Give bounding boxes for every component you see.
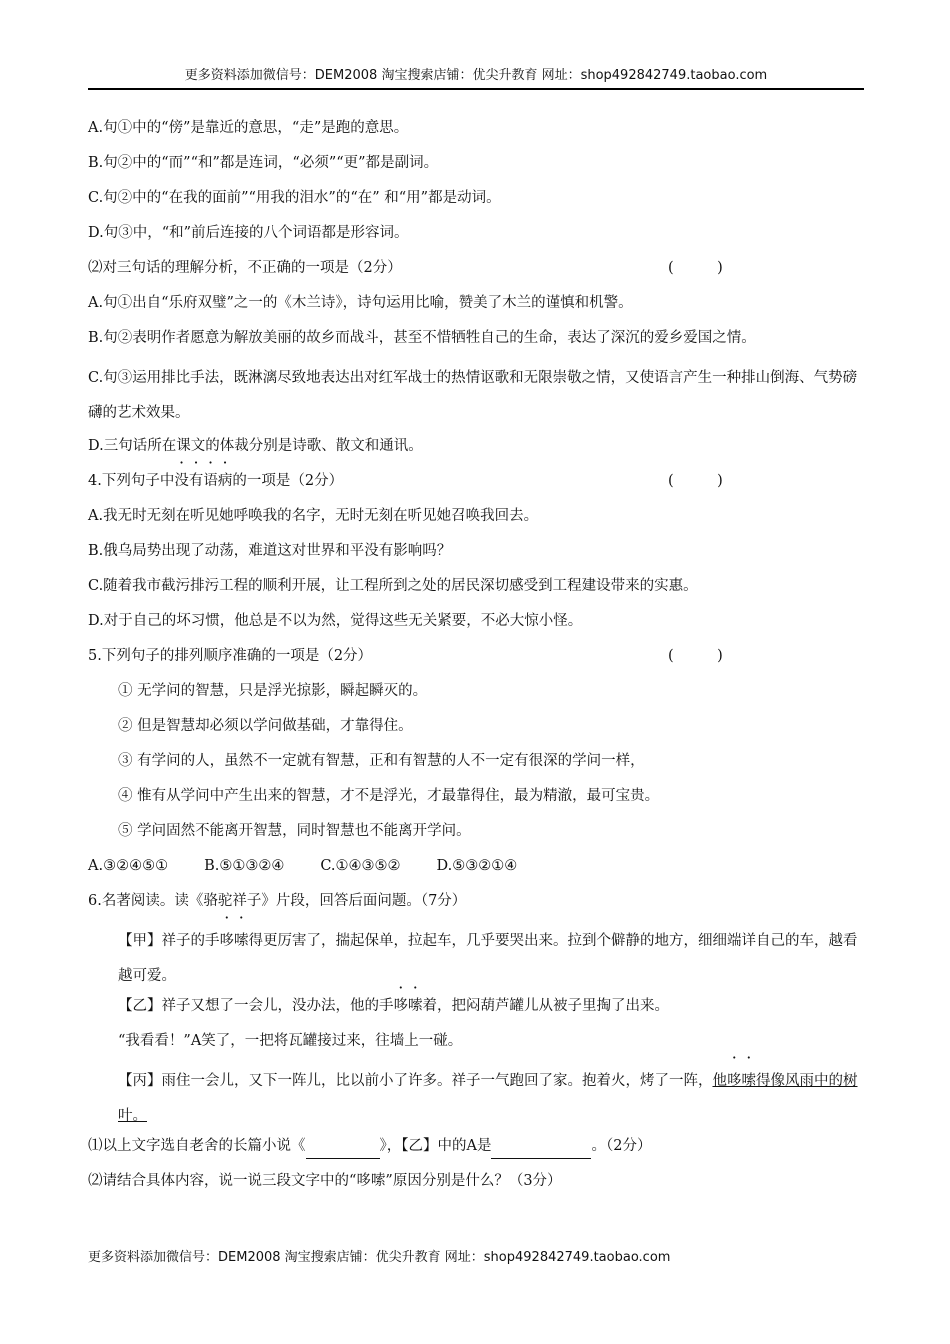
q6-passage-yi-quote: “我看看！”A笑了，一把将瓦罐接过来，往墙上一碰。 (118, 1033, 463, 1049)
q5-option-b: B.⑤①③②④ (204, 858, 285, 874)
q3-1-option-b: B.句②中的“而”“和”都是连词，“必须”“更”都是副词。 (88, 155, 439, 171)
jia-text-pre: 【甲】祥子的手 (118, 933, 220, 949)
q6-sub-2: ⑵请结合具体内容，说一说三段文字中的“哆嗦”原因分别是什么？（3分） (88, 1173, 562, 1189)
q3-2-option-c: C.句③运用排比手法，既淋漓尽致地表达出对红军战士的热情讴歌和无限崇敬之情，又使语言产生一种排山倒海、气势磅礴的艺术效果。 (88, 370, 858, 421)
jia-text-post: 得更厉害了，揣起保单，拉起车，几乎要哭出来。拉到个僻静的地方，细细端详自己的车，越看越可爱。 (118, 933, 858, 984)
q4-option-b: B.俄乌局势出现了动荡，难道这对世界和平没有影响吗？ (88, 543, 452, 559)
q6-stem: 6.名著阅读。读《骆驼祥子》片段，回答后面问题。（7分） (88, 893, 467, 909)
q3-2-stem (88, 256, 864, 291)
page-footer: 更多资料添加微信号：DEM2008 淘宝搜索店铺：优尖升教育 网址：shop492842749.taobao.com (88, 1250, 671, 1265)
q5-sentence-3: ③ 有学问的人，虽然不一定就有智慧，正和有智慧的人不一定有很深的学问一样， (118, 753, 645, 769)
q5-sentence-4: ④ 惟有从学问中产生出来的智慧，才不是浮光，才最靠得住，最为精澈，最可宝贵。 (118, 788, 660, 804)
q6-sub-1-a: ⑴以上文字选自老舍的长篇小说《 (88, 1138, 306, 1154)
page-header: 更多资料添加微信号：DEM2008 淘宝搜索店铺：优尖升教育 网址：shop492842749.taobao.com (88, 66, 864, 90)
q5-option-a: A.③②④⑤① (88, 858, 169, 874)
q5-sentence-2: ② 但是智慧却必须以学问做基础，才靠得住。 (118, 718, 413, 734)
q3-2-answer-paren: ( ) (668, 260, 723, 276)
q3-2-option-b: B.句②表明作者愿意为解放美丽的故乡而战斗，甚至不惜牺牲自己的生命，表达了深沉的爱乡爱国之情。 (88, 330, 756, 346)
q4-stem-post: 的一项是（2分） (232, 473, 344, 489)
yi-text-post: 着，把闷葫芦罐儿从被子里掏了出来。 (422, 998, 669, 1014)
q6-passage-yi (88, 994, 864, 1029)
bing-text-pre: 【丙】雨住一会儿，又下一阵儿，比以前小了许多。祥子一气跑回了家。抱着火，烤了一阵， (118, 1073, 713, 1089)
q4-stem (88, 469, 864, 504)
q5-sentence-5: ⑤ 学问固然不能离开智慧，同时智慧也不能离开学问。 (118, 823, 471, 839)
q5-options (88, 854, 864, 889)
bing-underlined-1: 他 (712, 1073, 727, 1089)
document-body (88, 116, 864, 1204)
q5-option-c: C.①④③⑤② (320, 858, 401, 874)
q3-1-option-d: D.句③中，“和”前后连接的八个词语都是形容词。 (88, 225, 409, 241)
character-a-blank[interactable] (491, 1140, 591, 1159)
q6-sub-1-b: 》，【乙】中的A是 (379, 1138, 492, 1154)
bing-underlined-2: 得像风雨中的树叶。 (118, 1073, 858, 1124)
q5-stem-text: 5.下列句子的排列顺序准确的一项是（2分） (88, 648, 373, 664)
q5-option-d: D.⑤③②①④ (436, 858, 518, 874)
emphasis-char: 嗦 (408, 998, 423, 1014)
q5-stem (88, 644, 864, 679)
emphasis-char: 有 (188, 473, 204, 489)
emphasis-char: 哆 (727, 1073, 742, 1089)
emphasis-char: 嗦 (741, 1073, 756, 1089)
q6-passage-bing (88, 1064, 864, 1134)
q3-2-stem-text: ⑵对三句话的理解分析，不正确的一项是（2分） (88, 260, 402, 276)
emphasis-char: 哆 (393, 998, 408, 1014)
emphasis-char: 没 (174, 473, 189, 489)
emphasis-char: 语 (203, 473, 218, 489)
q6-sub-1-c: 。（2分） (591, 1138, 652, 1154)
emphasis-char: 病 (217, 473, 233, 489)
q4-answer-paren: ( ) (668, 473, 723, 489)
q3-2-option-d: D.三句话所在课文的体裁分别是诗歌、散文和通讯。 (88, 438, 423, 454)
emphasis-char: 嗦 (234, 933, 249, 949)
q3-1-option-a: A.句①中的“傍”是靠近的意思，“走”是跑的意思。 (88, 120, 409, 136)
emphasis-char: 哆 (219, 933, 234, 949)
q5-sentence-1: ① 无学问的智慧，只是浮光掠影，瞬起瞬灭的。 (118, 683, 428, 699)
q3-1-option-c: C.句②中的“在我的面前”“用我的泪水”的“在” 和“用”都是动词。 (88, 190, 501, 206)
q4-option-c: C.随着我市截污排污工程的顺利开展，让工程所到之处的居民深切感受到工程建设带来的实惠。 (88, 578, 698, 594)
novel-title-blank[interactable] (306, 1140, 380, 1159)
q4-option-d: D.对于自己的坏习惯，他总是不以为然，觉得这些无关紧要，不必大惊小怪。 (88, 613, 583, 629)
q4-option-a: A.我无时无刻在听见她呼唤我的名字，无时无刻在听见她召唤我回去。 (88, 508, 539, 524)
q6-passage-jia (88, 924, 864, 994)
q5-answer-paren: ( ) (668, 648, 723, 664)
q4-stem-pre: 4.下列句子中 (88, 473, 175, 489)
q6-sub-1 (88, 1134, 864, 1169)
q3-2-option-a: A.句①出自“乐府双璧”之一的《木兰诗》，诗句运用比喻，赞美了木兰的谨慎和机警。 (88, 295, 633, 311)
yi-text-pre: 【乙】祥子又想了一会儿，没办法，他的手 (118, 998, 394, 1014)
